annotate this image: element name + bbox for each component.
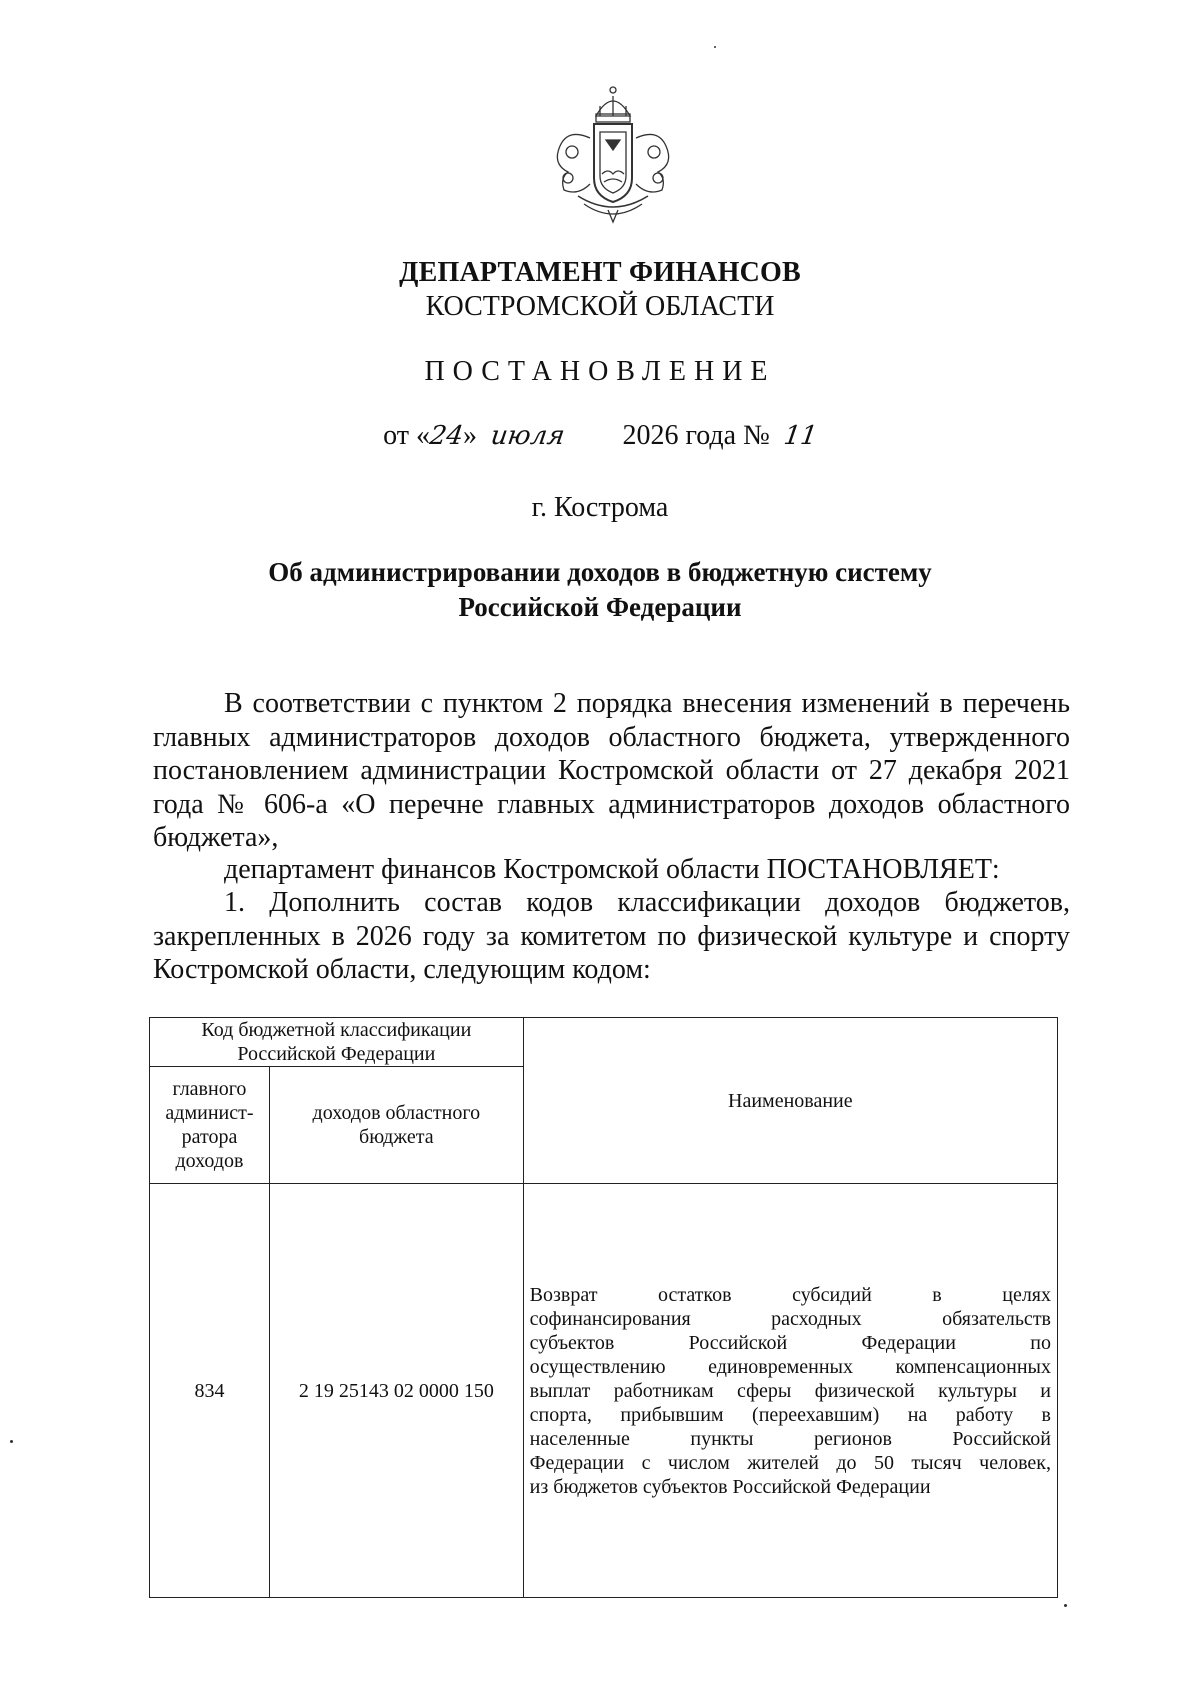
- coat-of-arms-emblem: [538, 78, 688, 228]
- date-year: 2026 года №: [622, 420, 770, 451]
- preamble-line: постановлением администрации Костромской области от 27 декабря 2021: [153, 755, 1070, 787]
- description-line: Федерации с числом жителей до 50 тысяч человек,: [529, 1451, 1051, 1474]
- description-line: Возврат остатков субсидий в целях: [529, 1283, 1051, 1306]
- city: г. Кострома: [531, 492, 669, 523]
- header-budget-classification: Код бюджетной классификации Российской Федерации: [150, 1018, 524, 1067]
- cell-admin-code: 834: [150, 1184, 270, 1598]
- budget-code-table: [149, 1017, 1058, 1598]
- date-mid: »: [463, 420, 478, 451]
- header-name: Наименование: [523, 1018, 1057, 1184]
- scan-speck: [10, 1440, 13, 1443]
- scan-speck: [1064, 1604, 1067, 1607]
- description-line: софинансирования расходных обязательств: [529, 1307, 1051, 1330]
- preamble-line: года № 606-а «О перечне главных администраторов доходов областного: [153, 788, 1070, 820]
- item-1-paragraph: [153, 886, 1070, 987]
- date-day-handwritten: 24: [427, 421, 466, 451]
- department-name: ДЕПАРТАМЕНТ ФИНАНСОВ: [399, 257, 801, 288]
- date-prefix: от «: [383, 420, 430, 451]
- preamble-line: главных администраторов доходов областного бюджета, утвержденного: [153, 721, 1070, 753]
- item-1-line: 1. Дополнить состав кодов классификации доходов бюджетов,: [224, 887, 1070, 918]
- header-regional-income: доходов областного бюджета: [269, 1067, 523, 1184]
- scan-speck: [714, 46, 716, 48]
- description-line: выплат работникам сферы физической культуры и: [529, 1379, 1051, 1402]
- document-type: ПОСТАНОВЛЕНИЕ: [424, 356, 776, 387]
- document-title: [0, 555, 1200, 625]
- description-line: спорта, прибывшим (переехавшим) на работу в: [529, 1403, 1051, 1426]
- cell-description: [523, 1184, 1057, 1598]
- title-line-1: Об администрировании доходов в бюджетную систему: [268, 557, 932, 587]
- date-month-handwritten: июля: [488, 421, 567, 451]
- description-line: субъектов Российской Федерации по: [529, 1331, 1051, 1354]
- title-line-2: Российской Федерации: [458, 592, 742, 622]
- resolution-paragraph: департамент финансов Костромской области ПОСТАНОВЛЯЕТ:: [224, 854, 1000, 885]
- date-line: [0, 420, 1200, 452]
- header-chief-administrator: главного админист-ратора доходов: [150, 1067, 270, 1184]
- table-row: [150, 1184, 1058, 1598]
- cell-income-code: 2 19 25143 02 0000 150: [269, 1184, 523, 1598]
- preamble-line: бюджета»,: [153, 822, 279, 854]
- item-1-line: Костромской области, следующим кодом:: [153, 954, 651, 986]
- document-number-handwritten: 11: [781, 421, 820, 451]
- description-line: населенные пункты регионов Российской: [529, 1427, 1051, 1450]
- description-line: из бюджетов субъектов Российской Федерации: [529, 1475, 931, 1498]
- preamble-paragraph: [153, 687, 1070, 855]
- region-name: КОСТРОМСКОЙ ОБЛАСТИ: [425, 291, 775, 322]
- preamble-line: В соответствии с пунктом 2 порядка внесения изменений в перечень: [224, 688, 1070, 719]
- description-line: осуществлению единовременных компенсационных: [529, 1355, 1051, 1378]
- item-1-line: закрепленных в 2026 году за комитетом по физической культуре и спорту: [153, 920, 1070, 952]
